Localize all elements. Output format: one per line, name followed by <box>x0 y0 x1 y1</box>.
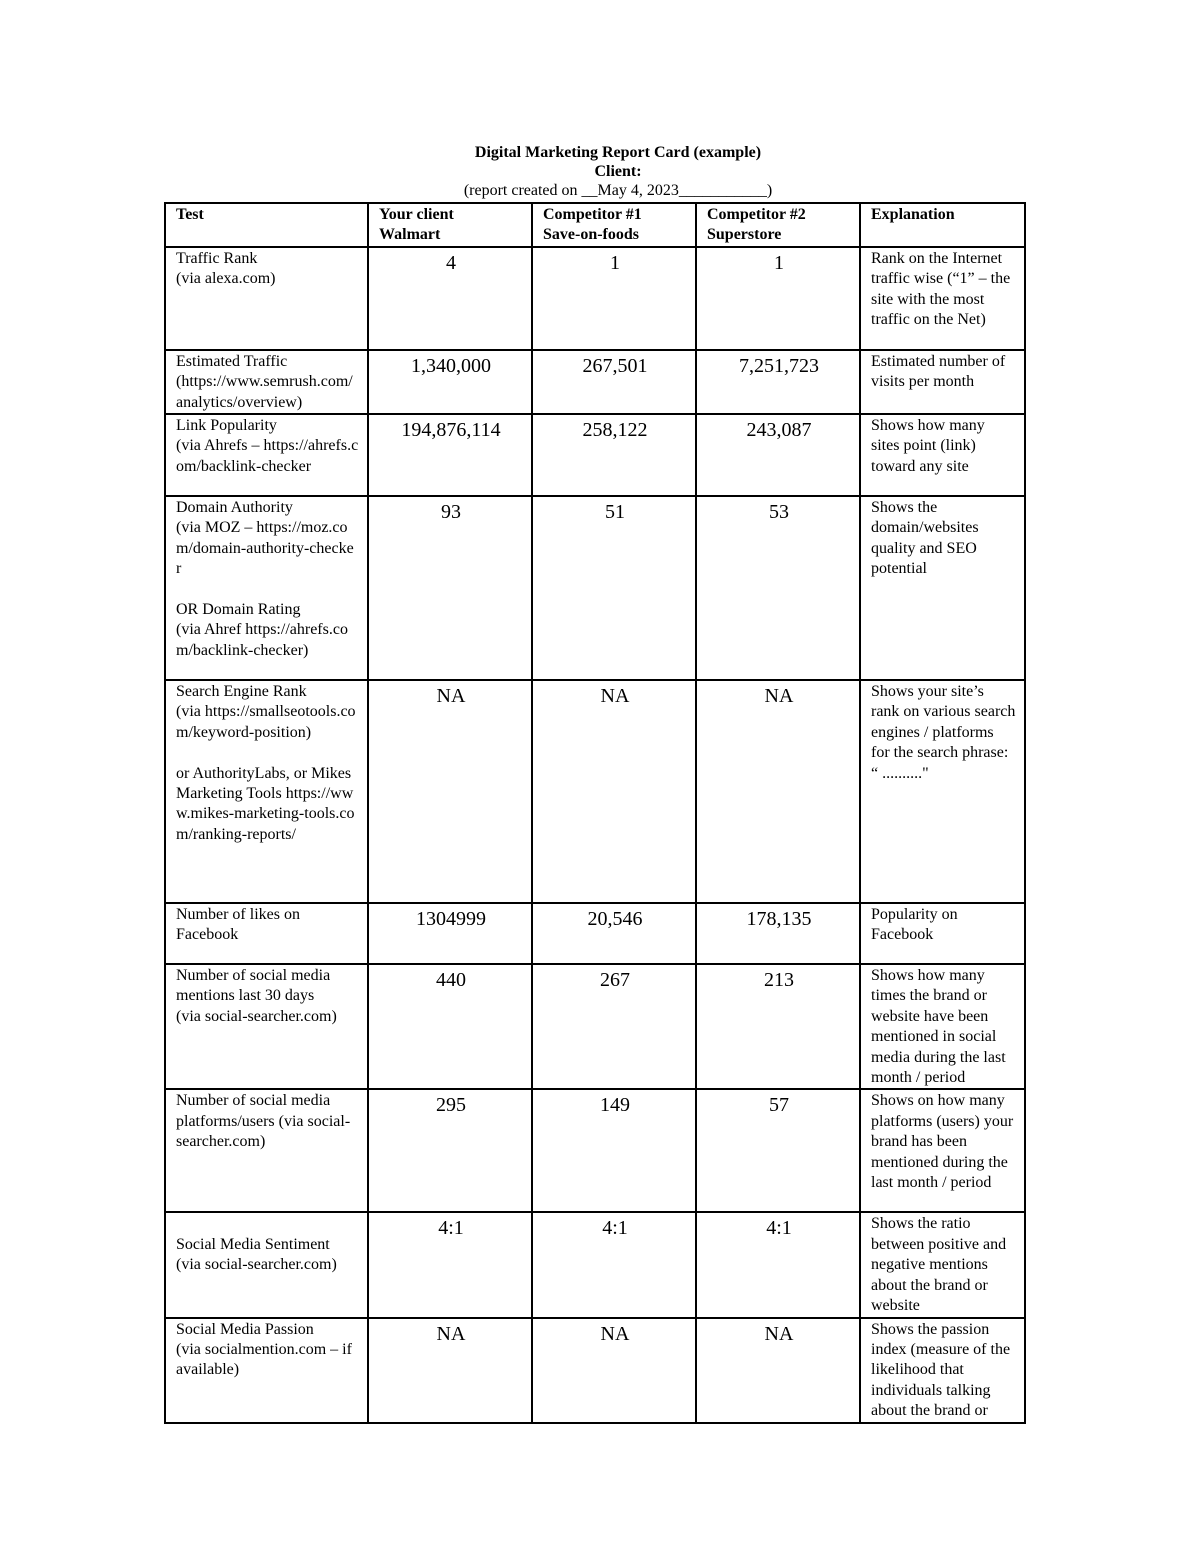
competitor-2-value-cell: 57 <box>696 1089 860 1212</box>
competitor-1-value-cell: 51 <box>532 496 696 680</box>
header-row <box>165 203 1025 247</box>
competitor-2-value-cell: 243,087 <box>696 414 860 496</box>
competitor-2-value-cell: 4:1 <box>696 1212 860 1317</box>
explanation-cell: Shows your site’s rank on various search engines / platforms for the search phrase: “ .........." <box>860 680 1025 903</box>
client-label: Client: <box>594 163 642 180</box>
client-value-cell: NA <box>368 1318 532 1423</box>
page-title: Digital Marketing Report Card (example) <box>474 144 762 161</box>
competitor-1-value-cell: NA <box>532 1318 696 1423</box>
competitor-2-value-cell: 1 <box>696 247 860 350</box>
column-header-test: Test <box>165 203 368 247</box>
competitor-1-value-cell: 1 <box>532 247 696 350</box>
explanation-cell: Rank on the Internet traffic wise (“1” – the site with the most traffic on the Net) <box>860 247 1025 350</box>
table-row <box>165 414 1025 496</box>
competitor-2-value-cell: 213 <box>696 964 860 1089</box>
competitor-1-value-cell: 267,501 <box>532 350 696 414</box>
column-header-competitor-2: Competitor #2 Superstore <box>696 203 860 247</box>
test-cell: Number of social media mentions last 30 days (via social-searcher.com) <box>165 964 368 1089</box>
competitor-2-value-cell: 7,251,723 <box>696 350 860 414</box>
client-value-cell: 1,340,000 <box>368 350 532 414</box>
column-header-explanation: Explanation <box>860 203 1025 247</box>
table-row <box>165 1212 1025 1317</box>
test-cell: Social Media Passion (via socialmention.com – if available) <box>165 1318 368 1423</box>
table-row <box>165 496 1025 680</box>
test-cell: Estimated Traffic (https://www.semrush.com/analytics/overview) <box>165 350 368 414</box>
client-value-cell: 4 <box>368 247 532 350</box>
competitor-2-value-cell: 178,135 <box>696 903 860 964</box>
test-cell: Link Popularity (via Ahrefs – https://ahrefs.com/backlink-checker <box>165 414 368 496</box>
competitor-1-value-cell: 149 <box>532 1089 696 1212</box>
competitor-2-value-cell: 53 <box>696 496 860 680</box>
table-row <box>165 247 1025 350</box>
client-value-cell: 194,876,114 <box>368 414 532 496</box>
competitor-2-value-cell: NA <box>696 1318 860 1423</box>
explanation-cell: Estimated number of visits per month <box>860 350 1025 414</box>
explanation-cell: Shows how many times the brand or website have been mentioned in social media during the last month / period <box>860 964 1025 1089</box>
table-row <box>165 680 1025 903</box>
client-value-cell: NA <box>368 680 532 903</box>
test-cell: Search Engine Rank (via https://smallseotools.com/keyword-position) or AuthorityLabs, or Mikes Marketing Tools https://www.mikes-marketing-tools.com/ranking-reports/ <box>165 680 368 903</box>
explanation-cell: Popularity on Facebook <box>860 903 1025 964</box>
client-value-cell: 295 <box>368 1089 532 1212</box>
test-cell: Domain Authority (via MOZ – https://moz.com/domain-authority-checker OR Domain Rating (via Ahref https://ahrefs.com/backlink-checker) <box>165 496 368 680</box>
table-row <box>165 350 1025 414</box>
report-date-line: (report created on __May 4, 2023___________) <box>463 182 773 199</box>
competitor-1-value-cell: 258,122 <box>532 414 696 496</box>
page-header <box>0 143 1200 200</box>
test-cell: Traffic Rank (via alexa.com) <box>165 247 368 350</box>
explanation-cell: Shows the passion index (measure of the likelihood that individuals talking about the brand or <box>860 1318 1025 1423</box>
client-value-cell: 1304999 <box>368 903 532 964</box>
competitor-1-value-cell: 4:1 <box>532 1212 696 1317</box>
column-header-competitor-1: Competitor #1 Save-on-foods <box>532 203 696 247</box>
explanation-cell: Shows the domain/websites quality and SEO potential <box>860 496 1025 680</box>
column-header-client: Your client Walmart <box>368 203 532 247</box>
table-row <box>165 964 1025 1089</box>
test-cell: Number of likes on Facebook <box>165 903 368 964</box>
competitor-1-value-cell: 267 <box>532 964 696 1089</box>
client-value-cell: 93 <box>368 496 532 680</box>
client-value-cell: 4:1 <box>368 1212 532 1317</box>
table-row <box>165 903 1025 964</box>
test-cell: Social Media Sentiment (via social-searcher.com) <box>165 1212 368 1317</box>
client-value-cell: 440 <box>368 964 532 1089</box>
table-row <box>165 1089 1025 1212</box>
report-card-table <box>164 202 1026 1424</box>
table-row <box>165 1318 1025 1423</box>
competitor-1-value-cell: 20,546 <box>532 903 696 964</box>
test-cell: Number of social media platforms/users (via social-searcher.com) <box>165 1089 368 1212</box>
competitor-2-value-cell: NA <box>696 680 860 903</box>
explanation-cell: Shows the ratio between positive and negative mentions about the brand or website <box>860 1212 1025 1317</box>
competitor-1-value-cell: NA <box>532 680 696 903</box>
explanation-cell: Shows on how many platforms (users) your brand has been mentioned during the last month / period <box>860 1089 1025 1212</box>
explanation-cell: Shows how many sites point (link) toward any site <box>860 414 1025 496</box>
